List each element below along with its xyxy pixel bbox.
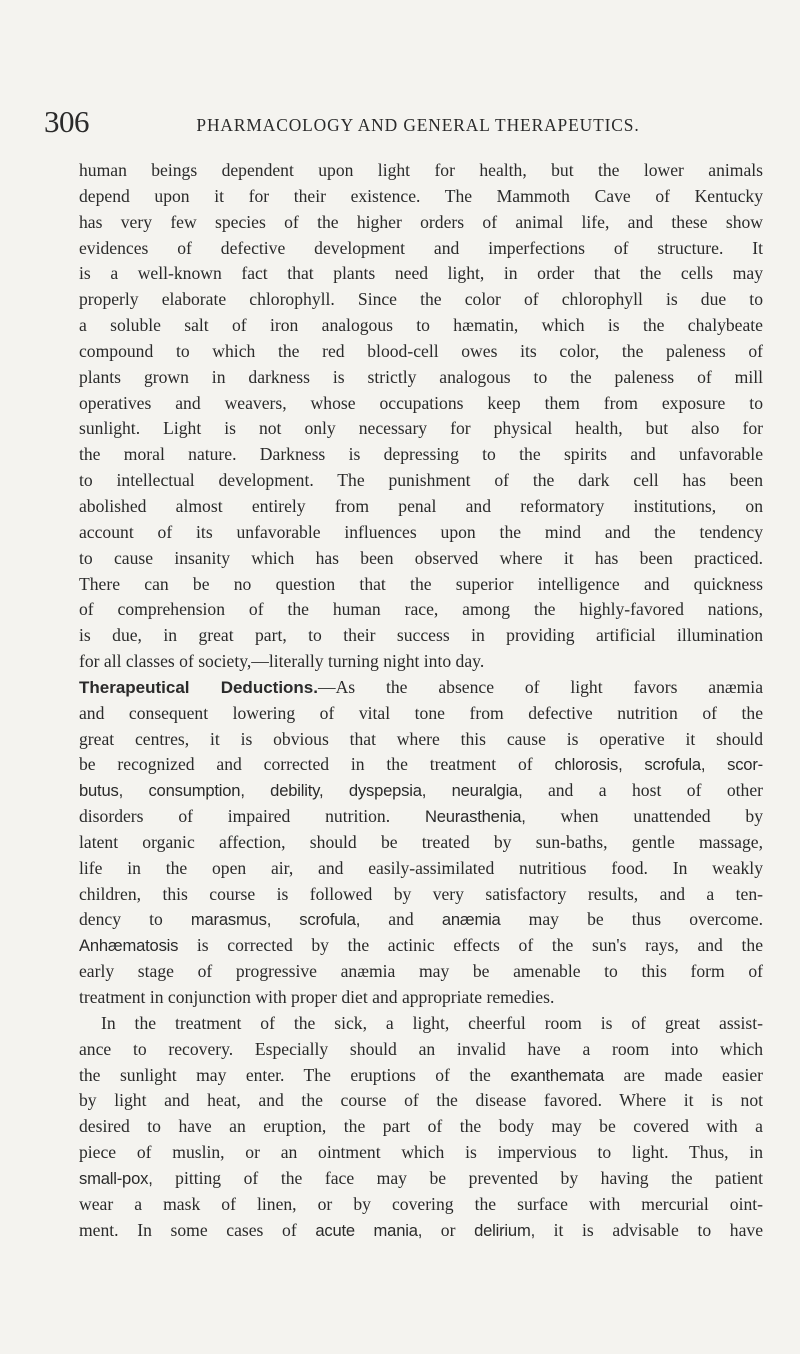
keyword: butus, consumption, debility, dyspepsia, neuralgia,	[79, 781, 523, 801]
text-line: operatives and weavers, whose occupations keep them from exposure to	[79, 392, 763, 413]
keyword: marasmus, scrofula,	[190, 910, 361, 930]
section-heading: Therapeutical Deductions.	[79, 677, 318, 697]
text-line: to cause insanity which has been observed where it has been practiced.	[79, 547, 763, 568]
text-line: wear a mask of linen, or by covering the surface with mercurial oint-	[79, 1193, 763, 1214]
text-line: disorders of impaired nutrition. Neurasthenia, when unattended by	[79, 806, 764, 827]
keyword: exanthemata	[510, 1065, 605, 1085]
text-line: There can be no question that the superior intelligence and quickness	[79, 573, 763, 594]
text-line: treatment in conjunction with proper diet and appropriate remedies.	[79, 987, 555, 1007]
text-line: of comprehension of the human race, among the highly-favored nations,	[79, 599, 763, 620]
text-line: plants grown in darkness is strictly analogous to the paleness of mill	[79, 366, 763, 387]
keyword: chlorosis, scrofula, scor-	[554, 755, 763, 775]
running-head: PHARMACOLOGY AND GENERAL THERAPEUTICS.	[196, 115, 640, 135]
keyword: Anhæmatosis	[79, 936, 179, 956]
text-line: evidences of defective development and imperfections of structure. It	[79, 237, 763, 258]
text-line: depend upon it for their existence. The Mammoth Cave of Kentucky	[79, 185, 763, 206]
text-line: Anhæmatosis is corrected by the actinic effects of the sun's rays, and the	[79, 935, 763, 956]
text-line: Therapeutical Deductions.—As the absence of light favors anæmia	[79, 676, 764, 697]
text-line: latent organic affection, should be treated by sun-baths, gentle massage,	[79, 831, 763, 852]
text-line: is due, in great part, to their success in providing artificial illumination	[79, 625, 763, 646]
text-line: by light and heat, and the course of the disease favored. Where it is not	[79, 1090, 763, 1111]
text-line: is a well-known fact that plants need light, in order that the cells may	[79, 263, 763, 284]
text-line: properly elaborate chlorophyll. Since the color of chlorophyll is due to	[79, 289, 763, 310]
text-line: the sunlight may enter. The eruptions of the exanthemata are made easier	[79, 1064, 763, 1085]
text-line: abolished almost entirely from penal and reformatory institutions, on	[79, 495, 763, 516]
text-line: In the treatment of the sick, a light, cheerful room is of great assist-	[101, 1012, 763, 1033]
keyword: Neurasthenia,	[424, 807, 526, 827]
text-line: ance to recovery. Especially should an invalid have a room into which	[79, 1038, 763, 1059]
text-line: dency to marasmus, scrofula, and anæmia may be thus overcome.	[79, 909, 763, 930]
text-line: a soluble salt of iron analogous to hæmatin, which is the chalybeate	[79, 315, 763, 336]
text-line: account of its unfavorable influences upon the mind and the tendency	[79, 521, 763, 542]
text-line: for all classes of society,—literally turning night into day.	[79, 651, 485, 672]
text-line: piece of muslin, or an ointment which is impervious to light. Thus, in	[79, 1142, 763, 1163]
page-number: 306	[44, 104, 89, 139]
body-text	[79, 158, 763, 1243]
keyword: small-pox,	[79, 1168, 153, 1188]
text-line: life in the open air, and easily-assimilated nutritious food. In weakly	[79, 857, 763, 878]
keyword: anæmia	[441, 910, 501, 930]
text-line: the moral nature. Darkness is depressing to the spirits and unfavorable	[79, 444, 763, 465]
text-line: butus, consumption, debility, dyspepsia, neuralgia, and a host of other	[79, 780, 764, 801]
text-line: human beings dependent upon light for health, but the lower animals	[79, 160, 763, 180]
keyword: delirium,	[474, 1220, 535, 1240]
text-line: children, this course is followed by very satisfactory results, and a ten-	[79, 883, 763, 904]
text-line: be recognized and corrected in the treatment of chlorosis, scrofula, scor-	[79, 754, 763, 775]
text-line: to intellectual development. The punishment of the dark cell has been	[79, 470, 763, 491]
text-line: desired to have an eruption, the part of the body may be covered with a	[79, 1116, 763, 1137]
page-header	[44, 106, 764, 146]
text-line: small-pox, pitting of the face may be prevented by having the patient	[79, 1167, 763, 1188]
text-line: ment. In some cases of acute mania, or delirium, it is advisable to have	[79, 1219, 763, 1240]
text-line: early stage of progressive anæmia may be amenable to this form of	[79, 961, 763, 982]
text-line: has very few species of the higher orders of animal life, and these show	[79, 211, 763, 232]
text-line: sunlight. Light is not only necessary for physical health, but also for	[79, 418, 763, 439]
text-line: and consequent lowering of vital tone from defective nutrition of the	[79, 702, 763, 723]
text-line: great centres, it is obvious that where this cause is operative it should	[79, 728, 763, 749]
text-line: compound to which the red blood-cell owes its color, the paleness of	[79, 340, 763, 361]
keyword: acute mania,	[315, 1220, 423, 1240]
